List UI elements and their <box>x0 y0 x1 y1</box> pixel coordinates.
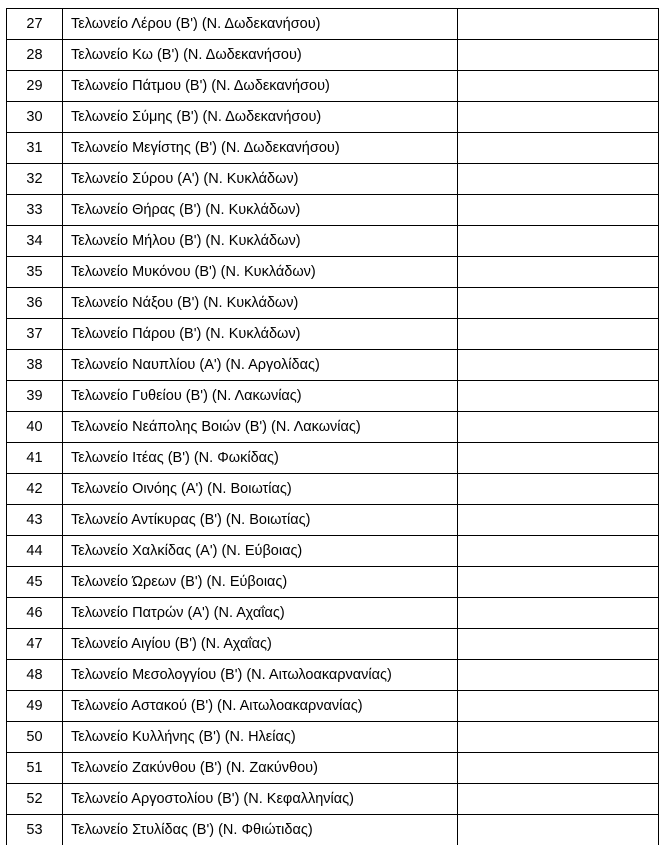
table-row <box>7 257 659 288</box>
table-row <box>7 102 659 133</box>
empty-cell <box>458 443 659 474</box>
empty-cell <box>458 567 659 598</box>
table-row <box>7 288 659 319</box>
empty-cell <box>458 9 659 40</box>
table-row <box>7 381 659 412</box>
row-number: 52 <box>7 784 63 815</box>
row-number: 40 <box>7 412 63 443</box>
empty-cell <box>458 691 659 722</box>
empty-cell <box>458 815 659 846</box>
row-number: 46 <box>7 598 63 629</box>
customs-office-name: Τελωνείο Μεσολογγίου (Β') (Ν. Αιτωλοακαρνανίας) <box>63 660 458 691</box>
empty-cell <box>458 226 659 257</box>
table-row <box>7 195 659 226</box>
customs-office-name: Τελωνείο Αντίκυρας (Β') (Ν. Βοιωτίας) <box>63 505 458 536</box>
empty-cell <box>458 257 659 288</box>
table-row <box>7 9 659 40</box>
customs-office-name: Τελωνείο Ιτέας (Β') (Ν. Φωκίδας) <box>63 443 458 474</box>
customs-office-name: Τελωνείο Σύμης (Β') (Ν. Δωδεκανήσου) <box>63 102 458 133</box>
empty-cell <box>458 350 659 381</box>
table-row <box>7 753 659 784</box>
empty-cell <box>458 536 659 567</box>
empty-cell <box>458 319 659 350</box>
empty-cell <box>458 505 659 536</box>
row-number: 44 <box>7 536 63 567</box>
empty-cell <box>458 133 659 164</box>
customs-office-name: Τελωνείο Χαλκίδας (Α') (Ν. Εύβοιας) <box>63 536 458 567</box>
empty-cell <box>458 629 659 660</box>
empty-cell <box>458 660 659 691</box>
row-number: 37 <box>7 319 63 350</box>
empty-cell <box>458 784 659 815</box>
row-number: 43 <box>7 505 63 536</box>
row-number: 36 <box>7 288 63 319</box>
customs-office-name: Τελωνείο Γυθείου (Β') (Ν. Λακωνίας) <box>63 381 458 412</box>
row-number: 50 <box>7 722 63 753</box>
table-row <box>7 412 659 443</box>
row-number: 32 <box>7 164 63 195</box>
table-row <box>7 443 659 474</box>
table-row <box>7 505 659 536</box>
customs-office-name: Τελωνείο Ναυπλίου (Α') (Ν. Αργολίδας) <box>63 350 458 381</box>
table-row <box>7 71 659 102</box>
table-row <box>7 629 659 660</box>
row-number: 28 <box>7 40 63 71</box>
customs-office-name: Τελωνείο Αστακού (Β') (Ν. Αιτωλοακαρνανίας) <box>63 691 458 722</box>
customs-office-name: Τελωνείο Οινόης (Α') (Ν. Βοιωτίας) <box>63 474 458 505</box>
table-row <box>7 536 659 567</box>
row-number: 33 <box>7 195 63 226</box>
row-number: 45 <box>7 567 63 598</box>
customs-office-name: Τελωνείο Πατρών (Α') (Ν. Αχαΐας) <box>63 598 458 629</box>
row-number: 49 <box>7 691 63 722</box>
row-number: 47 <box>7 629 63 660</box>
table-row <box>7 660 659 691</box>
empty-cell <box>458 71 659 102</box>
customs-office-name: Τελωνείο Πάτμου (Β') (Ν. Δωδεκανήσου) <box>63 71 458 102</box>
customs-office-name: Τελωνείο Νάξου (Β') (Ν. Κυκλάδων) <box>63 288 458 319</box>
customs-office-name: Τελωνείο Λέρου (Β') (Ν. Δωδεκανήσου) <box>63 9 458 40</box>
row-number: 53 <box>7 815 63 846</box>
table-row <box>7 226 659 257</box>
empty-cell <box>458 40 659 71</box>
customs-office-name: Τελωνείο Κυλλήνης (Β') (Ν. Ηλείας) <box>63 722 458 753</box>
empty-cell <box>458 412 659 443</box>
customs-office-name: Τελωνείο Σύρου (Α') (Ν. Κυκλάδων) <box>63 164 458 195</box>
empty-cell <box>458 753 659 784</box>
customs-office-name: Τελωνείο Πάρου (Β') (Ν. Κυκλάδων) <box>63 319 458 350</box>
table-row <box>7 474 659 505</box>
table-row <box>7 133 659 164</box>
customs-office-name: Τελωνείο Κω (Β') (Ν. Δωδεκανήσου) <box>63 40 458 71</box>
empty-cell <box>458 598 659 629</box>
row-number: 38 <box>7 350 63 381</box>
customs-office-name: Τελωνείο Αργοστολίου (Β') (Ν. Κεφαλληνίας) <box>63 784 458 815</box>
customs-office-name: Τελωνείο Νεάπολης Βοιών (Β') (Ν. Λακωνίας) <box>63 412 458 443</box>
customs-offices-table <box>6 8 659 845</box>
table-row <box>7 598 659 629</box>
table-body <box>7 9 659 846</box>
row-number: 41 <box>7 443 63 474</box>
row-number: 31 <box>7 133 63 164</box>
table-row <box>7 815 659 846</box>
table-row <box>7 784 659 815</box>
table-row <box>7 691 659 722</box>
empty-cell <box>458 474 659 505</box>
table-row <box>7 164 659 195</box>
row-number: 29 <box>7 71 63 102</box>
customs-office-name: Τελωνείο Θήρας (Β') (Ν. Κυκλάδων) <box>63 195 458 226</box>
row-number: 48 <box>7 660 63 691</box>
empty-cell <box>458 195 659 226</box>
table-row <box>7 40 659 71</box>
empty-cell <box>458 102 659 133</box>
row-number: 30 <box>7 102 63 133</box>
table-row <box>7 319 659 350</box>
customs-office-name: Τελωνείο Μεγίστης (Β') (Ν. Δωδεκανήσου) <box>63 133 458 164</box>
row-number: 51 <box>7 753 63 784</box>
empty-cell <box>458 381 659 412</box>
table-row <box>7 350 659 381</box>
table-row <box>7 567 659 598</box>
customs-office-name: Τελωνείο Μήλου (Β') (Ν. Κυκλάδων) <box>63 226 458 257</box>
row-number: 42 <box>7 474 63 505</box>
row-number: 35 <box>7 257 63 288</box>
table-row <box>7 722 659 753</box>
row-number: 34 <box>7 226 63 257</box>
customs-office-name: Τελωνείο Στυλίδας (Β') (Ν. Φθιώτιδας) <box>63 815 458 846</box>
row-number: 39 <box>7 381 63 412</box>
customs-office-name: Τελωνείο Μυκόνου (Β') (Ν. Κυκλάδων) <box>63 257 458 288</box>
row-number: 27 <box>7 9 63 40</box>
customs-office-name: Τελωνείο Ώρεων (Β') (Ν. Εύβοιας) <box>63 567 458 598</box>
empty-cell <box>458 722 659 753</box>
customs-office-name: Τελωνείο Αιγίου (Β') (Ν. Αχαΐας) <box>63 629 458 660</box>
customs-office-name: Τελωνείο Ζακύνθου (Β') (Ν. Ζακύνθου) <box>63 753 458 784</box>
empty-cell <box>458 288 659 319</box>
empty-cell <box>458 164 659 195</box>
